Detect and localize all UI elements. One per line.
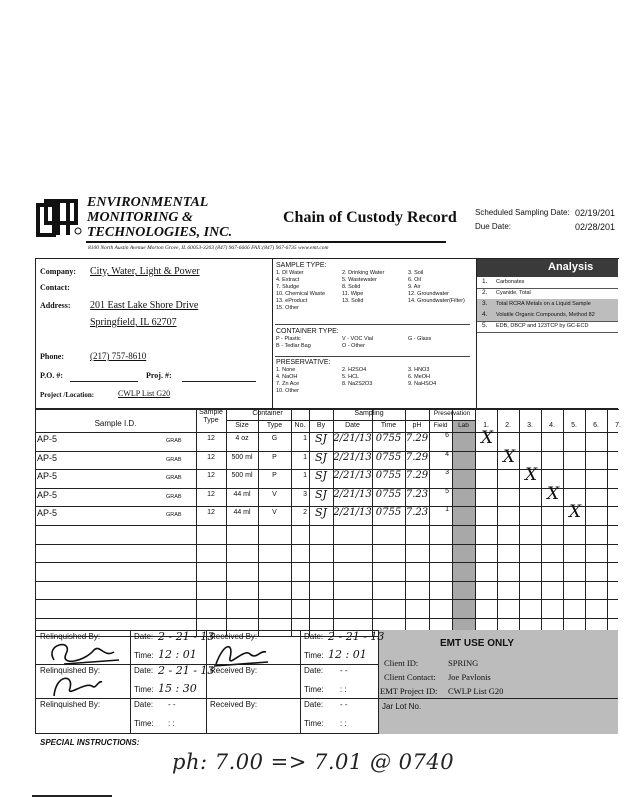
ph-cell: 7.23 xyxy=(405,507,429,519)
legend-item: 4. NaOH xyxy=(276,374,298,380)
legend-item: 5. Wastewater xyxy=(342,277,377,283)
company-name-2: MONITORING & xyxy=(87,210,193,225)
signature-relinquished-1 xyxy=(44,638,124,672)
header-field: Field xyxy=(433,422,448,429)
legend-item: 2. Drinking Water xyxy=(342,270,385,276)
legend-item: 8. Na2S2O3 xyxy=(342,381,373,387)
relinquished-date-label: Date: xyxy=(134,666,154,675)
po-label: P.O. #: xyxy=(40,371,64,380)
received-3-date: - - xyxy=(340,700,348,709)
field-cell: 3 xyxy=(445,469,449,477)
emt-divider xyxy=(378,698,618,699)
received-time-label: Time: xyxy=(304,719,324,728)
received-by-label: Received By: xyxy=(210,632,258,641)
header-analysis-col: 5. xyxy=(571,422,577,429)
legend-item: 6. Oil xyxy=(408,277,421,283)
relinquished-1-time: 12 : 01 xyxy=(158,648,197,661)
relinquished-3-date: - - xyxy=(168,700,176,709)
sample-id-cell: AP-5 xyxy=(37,434,58,444)
analysis-text: Cyanide, Total xyxy=(496,290,531,296)
container-type-cell: V xyxy=(272,490,277,498)
header-analysis-col: 6. xyxy=(593,422,599,429)
emt-use-only-title: EMT USE ONLY xyxy=(440,638,515,649)
sample-id-cell: AP-5 xyxy=(37,471,58,482)
due-label: Due Date: xyxy=(475,222,512,231)
special-instructions-label: SPECIAL INSTRUCTIONS: xyxy=(40,738,140,747)
header-analysis-col: 4. xyxy=(549,422,555,429)
legend-item: 14. Groundwater(Filter) xyxy=(408,298,465,304)
relinquished-date-label: Date: xyxy=(134,700,154,709)
container-no-cell: 1 xyxy=(303,435,307,442)
field-cell: 5 xyxy=(445,487,449,495)
legend-item: 3. HNO3 xyxy=(408,367,430,373)
size-cell: 500 ml xyxy=(231,453,253,461)
legend-item: 1. DI Water xyxy=(276,270,304,276)
signature-relinquished-2 xyxy=(44,668,104,702)
header-by: By xyxy=(316,422,326,429)
analysis-check-mark: X xyxy=(568,502,582,523)
sampled-by-cell: SJ xyxy=(315,506,327,520)
phone-label: Phone: xyxy=(40,352,64,361)
sampling-date-cell: 2/21/13 xyxy=(333,470,372,482)
client-contact-value: Joe Pavlonis xyxy=(448,672,491,682)
grab-cell: GRAB xyxy=(166,475,182,482)
sampling-time-cell: 0755 xyxy=(375,507,402,519)
header-analysis-col: 2. xyxy=(505,422,511,429)
legend-item: 12. Groundwater xyxy=(408,291,449,297)
sampled-by-cell: SJ xyxy=(315,487,327,501)
container-no-cell: 2 xyxy=(303,509,307,517)
received-3-time: : : xyxy=(340,719,347,728)
sample-type-cell: 12 xyxy=(207,509,215,517)
legend-item: 15. Other xyxy=(276,305,299,311)
company-value: City, Water, Light & Power xyxy=(90,266,200,277)
container-type-cell: V xyxy=(272,509,277,517)
analysis-check-mark: X xyxy=(480,428,494,448)
container-type-cell: P xyxy=(272,472,277,480)
legend-item: 10. Chemical Waste xyxy=(276,291,326,297)
preservative-title: PRESERVATIVE: xyxy=(276,359,331,366)
analysis-num: 1. xyxy=(482,278,488,285)
ph-cell: 7.23 xyxy=(405,488,429,500)
sampled-by-cell: SJ xyxy=(315,469,327,483)
analysis-check-mark: X xyxy=(524,465,538,486)
location-label: Project /Location: xyxy=(40,391,95,399)
header-lab: Lab xyxy=(458,422,469,429)
field-cell: 4 xyxy=(445,450,449,458)
sample-type-title: SAMPLE TYPE: xyxy=(276,262,327,269)
received-date-label: Date: xyxy=(304,632,324,641)
client-id-value: SPRING xyxy=(448,658,479,668)
signature-received-1 xyxy=(210,638,270,672)
legend-item: 4. Extract xyxy=(276,277,300,283)
container-no-cell: 1 xyxy=(303,453,307,461)
legend-item: 7. Sludge xyxy=(276,284,300,290)
sample-id-cell: AP-5 xyxy=(37,508,58,519)
header-analysis-col: 3. xyxy=(527,422,533,429)
header-preservation: Preservation xyxy=(433,410,471,417)
grab-cell: GRAB xyxy=(166,438,182,444)
container-type-cell: P xyxy=(272,453,277,461)
size-cell: 44 ml xyxy=(233,509,251,517)
received-by-label: Received By: xyxy=(210,666,258,675)
sampled-by-cell: SJ xyxy=(315,432,327,445)
received-1-time: 12 : 01 xyxy=(328,648,367,661)
due-value: 02/28/201 xyxy=(575,222,616,232)
grab-cell: GRAB xyxy=(166,493,182,500)
sample-type-cell: 12 xyxy=(207,472,215,480)
analysis-text: Carbonates xyxy=(496,279,525,285)
client-contact-label: Client Contact: xyxy=(384,672,436,682)
analysis-check-mark: X xyxy=(502,446,516,467)
company-name-3: TECHNOLOGIES, INC. xyxy=(87,225,233,240)
legend-item: 13. Solid xyxy=(342,298,364,304)
legend-item: V - VOC Vial xyxy=(342,336,374,342)
header-sampling: Sampling xyxy=(354,410,384,417)
scheduled-label: Scheduled Sampling Date: xyxy=(475,208,570,217)
received-time-label: Time: xyxy=(304,685,324,694)
legend-item: 10. Other xyxy=(276,388,299,394)
header-no: No. xyxy=(294,422,306,429)
container-no-cell: 1 xyxy=(303,472,307,480)
legend-item: G - Glass xyxy=(408,336,432,342)
proj-label: Proj. #: xyxy=(146,371,172,380)
legend-item: 9. Air xyxy=(408,284,421,290)
sample-type-cell: 12 xyxy=(207,453,215,461)
sampling-time-cell: 0755 xyxy=(375,451,402,463)
legend-item: 8. Solid xyxy=(342,284,361,290)
relinquished-2-date: 2 - 21 - 13 xyxy=(158,664,215,677)
header-container: Container xyxy=(252,410,283,417)
scheduled-value: 02/19/201 xyxy=(575,208,616,218)
sampling-date-cell: 2/21/13 xyxy=(333,451,372,463)
relinquished-by-label: Relinquished By: xyxy=(40,666,101,675)
received-time-label: Time: xyxy=(304,651,324,660)
analysis-text: Total RCRA Metals on a Liquid Sample xyxy=(496,301,591,307)
sampling-time-cell: 0755 xyxy=(375,433,402,444)
custody-vline xyxy=(206,630,207,734)
sampling-date-cell: 2/21/13 xyxy=(333,507,372,519)
header-time: Time xyxy=(380,422,397,429)
ph-cell: 7.29 xyxy=(405,451,429,463)
header-analysis-col: 1. xyxy=(483,422,489,429)
sampling-date-cell: 2/21/13 xyxy=(333,488,372,500)
received-2-time: : : xyxy=(340,685,347,694)
legend-item: O - Other xyxy=(342,343,365,349)
size-cell: 44 ml xyxy=(233,490,251,498)
emt-project-value: CWLP List G20 xyxy=(448,686,504,696)
header-ph: pH xyxy=(412,422,422,429)
analysis-text: Volatile Organic Compounds, Method 82 xyxy=(496,312,595,318)
field-cell: 1 xyxy=(445,506,449,514)
relinquished-time-label: Time: xyxy=(134,719,154,728)
received-by-label: Received By: xyxy=(210,700,258,709)
emt-project-label: EMT Project ID: xyxy=(380,686,438,696)
header-sample-type: Sample Type xyxy=(199,409,223,424)
size-cell: 500 ml xyxy=(231,472,253,480)
address-value-1: 201 East Lake Shore Drive xyxy=(90,300,199,311)
address-label: Address: xyxy=(40,301,71,310)
company-label: Company: xyxy=(40,267,77,276)
analysis-check-mark: X xyxy=(546,483,560,504)
container-type-title: CONTAINER TYPE: xyxy=(276,328,339,335)
header-sample-id: Sample I.D. xyxy=(94,419,137,428)
legend-item: 1. None xyxy=(276,367,296,373)
size-cell: 4 oz xyxy=(235,435,249,442)
grab-cell: GRAB xyxy=(166,456,182,463)
custody-vline xyxy=(378,630,379,734)
company-name-1: ENVIRONMENTAL xyxy=(87,195,209,210)
sample-type-cell: 12 xyxy=(207,490,215,498)
sample-id-cell: AP-5 xyxy=(37,452,58,463)
legend-item: 13. eProduct xyxy=(276,298,308,304)
header-type: Type xyxy=(266,422,283,429)
received-1-date: 2 - 21 - 13 xyxy=(328,630,385,643)
custody-vline xyxy=(130,630,131,734)
legend-item: 3. Soil xyxy=(408,270,424,276)
sampled-by-cell: SJ xyxy=(315,450,327,464)
form-title: Chain of Custody Record xyxy=(283,209,457,226)
relinquished-time-label: Time: xyxy=(134,685,154,694)
legend-item: B - Tedlar Bag xyxy=(276,343,311,349)
relinquished-by-label: Relinquished By: xyxy=(40,700,101,709)
relinquished-3-time: : : xyxy=(168,719,175,728)
analysis-num: 3. xyxy=(482,300,488,307)
analysis-num: 4. xyxy=(482,311,488,318)
custody-vline xyxy=(300,630,301,734)
received-date-label: Date: xyxy=(304,700,324,709)
header-size: Size xyxy=(235,422,249,429)
relinquished-2-time: 15 : 30 xyxy=(158,682,197,695)
phone-value: (217) 757-8610 xyxy=(90,351,147,361)
ph-cell: 7.29 xyxy=(405,470,429,482)
received-2-date: - - xyxy=(340,666,348,675)
analysis-num: 2. xyxy=(482,289,488,296)
legend-item: 5. HCL xyxy=(342,374,360,380)
analysis-title: Analysis xyxy=(548,261,594,273)
ph-cell: 7.29 xyxy=(405,433,429,444)
sampling-time-cell: 0755 xyxy=(375,470,402,482)
legend-item: 9. NaHSO4 xyxy=(408,381,437,387)
address-value-2: Springfield, IL 62707 xyxy=(90,317,177,328)
sample-type-cell: 12 xyxy=(207,435,215,442)
received-date-label: Date: xyxy=(304,666,324,675)
relinquished-1-date: 2 - 21 - 13 xyxy=(158,630,215,643)
location-value: CWLP List G20 xyxy=(118,389,171,398)
container-no-cell: 3 xyxy=(303,490,307,498)
legend-item: 2. H2SO4 xyxy=(342,367,367,373)
legend-item: P - Plastic xyxy=(276,336,301,342)
jar-lot-label: Jar Lot No. xyxy=(382,702,422,711)
header-date: Date xyxy=(345,422,360,429)
sampling-date-cell: 2/21/13 xyxy=(333,433,372,444)
container-type-cell: G xyxy=(271,435,278,442)
sampling-time-cell: 0755 xyxy=(375,488,402,500)
analysis-num: 5. xyxy=(482,322,488,329)
relinquished-date-label: Date: xyxy=(134,632,154,641)
relinquished-by-label: Relinquished By: xyxy=(40,632,101,641)
contact-label: Contact: xyxy=(40,283,70,292)
legend-item: 6. MeOH xyxy=(408,374,431,380)
sample-id-cell: AP-5 xyxy=(37,489,58,500)
legend-item: 7. Zn Ace xyxy=(276,381,300,387)
special-instructions-handwritten: ph: 7.00 => 7.01 @ 0740 xyxy=(172,750,455,774)
client-id-label: Client ID: xyxy=(384,658,419,668)
company-address-line: 8100 North Austin Avenue Morton Grove, IL 60053-3203 (847) 967-6666 FAX:(847) 967-6735 www.emt.com xyxy=(88,245,329,251)
header-analysis-col: 7. xyxy=(615,422,621,429)
relinquished-time-label: Time: xyxy=(134,651,154,660)
analysis-text: EDB, DBCP and 123TCP by GC-ECD xyxy=(496,323,589,329)
field-cell: 6 xyxy=(445,432,449,439)
legend-item: 11. Wipe xyxy=(342,291,364,297)
grab-cell: GRAB xyxy=(166,512,182,519)
